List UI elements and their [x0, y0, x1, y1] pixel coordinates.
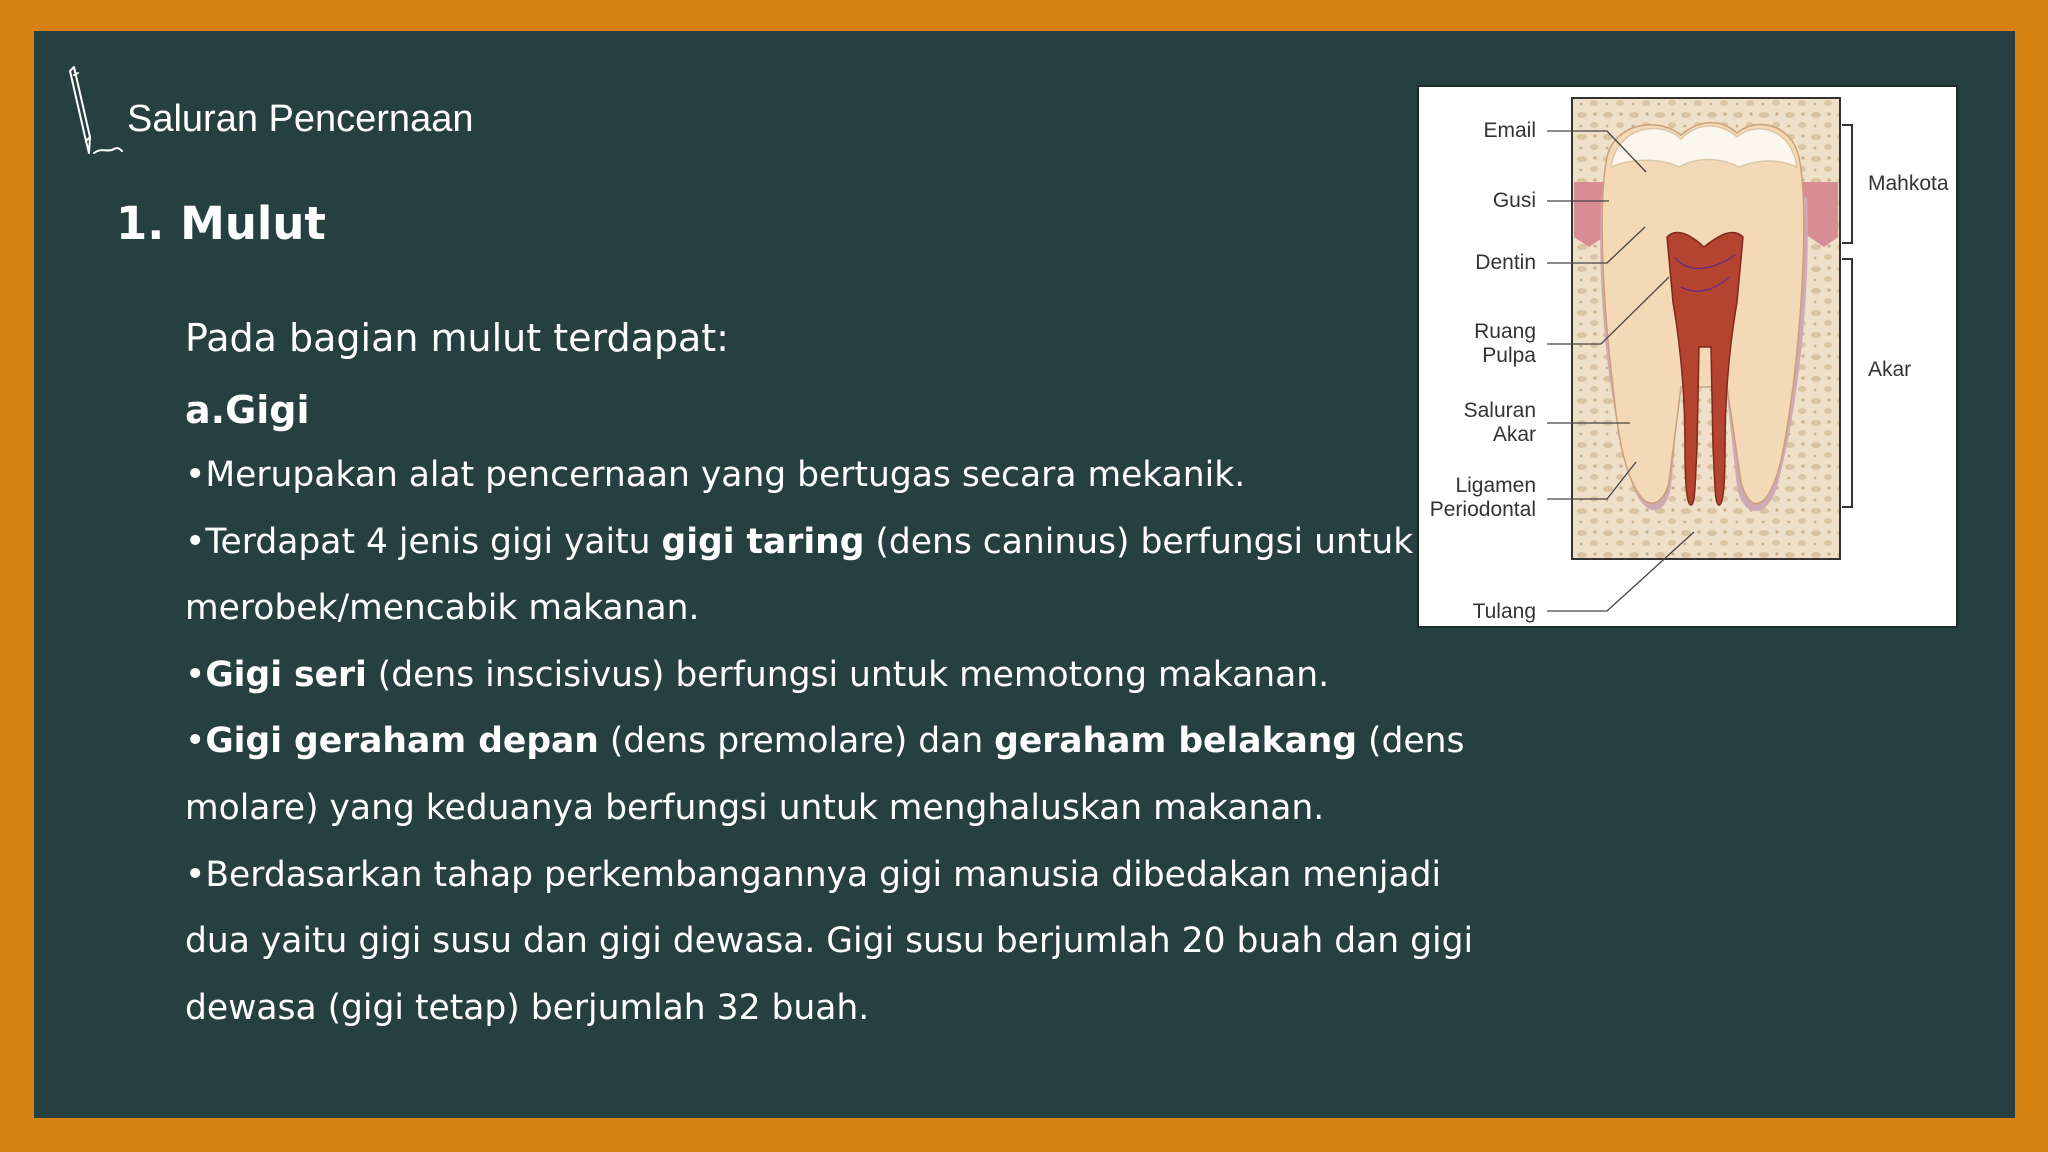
label-mahkota: Mahkota: [1868, 172, 1949, 195]
bullet-2-bold: gigi taring: [661, 521, 865, 562]
header-title: Saluran Pencernaan: [127, 98, 474, 140]
bullet-4-prefix: •: [185, 721, 206, 762]
label-saluran: Saluran: [1463, 399, 1536, 422]
bullet-5: •Berdasarkan tahap perkembangannya gigi manusia dibedakan menjadi dua yaitu gigi susu dan gigi dewasa. Gigi susu berjumlah 20 buah dan gigi dewasa (gigi tetap) berjumlah 32 buah.: [185, 854, 1474, 1028]
label-periodontal: Periodontal: [1429, 498, 1536, 521]
tooth-diagram: [1417, 85, 1958, 628]
subheading: a.Gigi: [185, 388, 310, 432]
label-dentin: Dentin: [1475, 251, 1536, 274]
label-tulang: Tulang: [1472, 600, 1536, 623]
label-gusi: Gusi: [1492, 189, 1536, 212]
bullet-2-suffix: (dens caninus) berfungsi untuk merobek/mencabik makanan.: [185, 521, 1414, 629]
label-email: Email: [1483, 119, 1536, 142]
mahkota-bracket: [1842, 125, 1852, 243]
bullet-3-suffix: (dens inscisivus) berfungsi untuk memotong makanan.: [366, 654, 1330, 695]
content-body: [185, 302, 1505, 1041]
label-akar: Akar: [1868, 358, 1912, 381]
label-pulpa: Pulpa: [1482, 344, 1536, 367]
section-heading: 1. Mulut: [116, 197, 326, 250]
bullet-1: •Merupakan alat pencernaan yang bertugas secara mekanik.: [185, 455, 1246, 495]
pencil-icon: [64, 61, 134, 161]
label-saluran-akar: Akar: [1492, 423, 1536, 446]
bullet-4: [185, 708, 1505, 841]
bullet-3-prefix: •: [185, 654, 206, 695]
bullet-2-prefix: •Terdapat 4 jenis gigi yaitu: [185, 521, 662, 562]
bullet-2: [185, 509, 1505, 642]
bullet-3: [185, 642, 1505, 709]
bullet-4-bold-2: geraham belakang: [994, 721, 1358, 762]
bullet-3-bold: Gigi seri: [205, 654, 367, 695]
label-ligamen: Ligamen: [1455, 474, 1536, 497]
slide-board: [34, 31, 2015, 1118]
label-ruang: Ruang: [1474, 320, 1536, 343]
akar-bracket: [1842, 259, 1852, 507]
intro-text: Pada bagian mulut terdapat:: [185, 316, 729, 360]
bullet-4-suffix: (dens molare) yang keduanya berfungsi untuk menghaluskan makanan.: [185, 721, 1465, 828]
bullet-4-bold-1: Gigi geraham depan: [205, 721, 599, 762]
bullet-4-middle: (dens premolare) dan: [598, 721, 995, 762]
